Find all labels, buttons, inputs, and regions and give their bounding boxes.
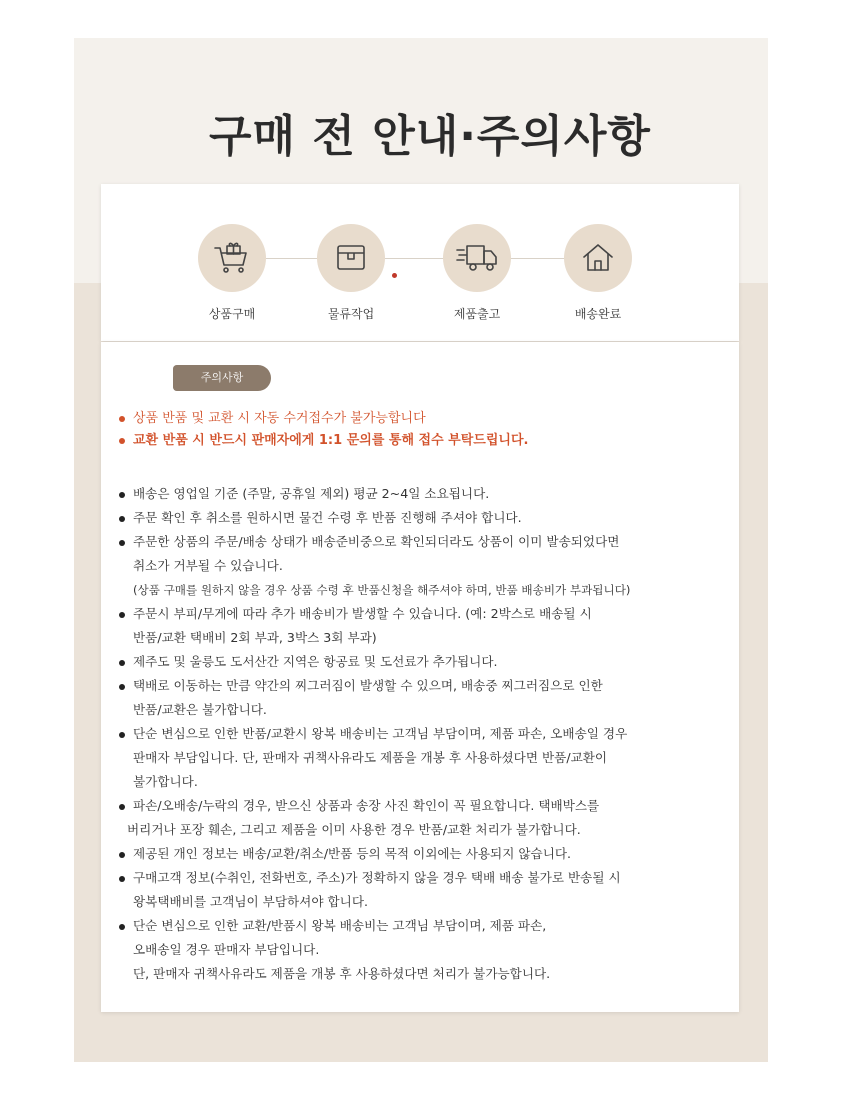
notice-tag: 주의사항 xyxy=(173,365,271,391)
page-title: 구매 전 안내·주의사항 xyxy=(209,111,651,162)
list-item-note: (상품 구매를 원하지 않을 경우 상품 수령 후 반품신청을 해주셔야 하며, 반품 배송비가 부과됩니다) xyxy=(133,583,631,597)
home-icon xyxy=(564,224,632,292)
box-icon xyxy=(317,224,385,292)
list-item-continued: 버리거나 포장 훼손, 그리고 제품을 이미 사용한 경우 반품/교환 처리가 불가합니다. xyxy=(127,822,581,837)
warning-list xyxy=(115,408,725,452)
step-label: 물류작업 xyxy=(327,307,375,321)
notice-card xyxy=(101,342,739,1012)
list-item: 단순 변심으로 인한 교환/반품시 왕복 배송비는 고객님 부담이며, 제품 파손, xyxy=(115,914,730,938)
list-item: 제공된 개인 정보는 배송/교환/취소/반품 등의 목적 이외에는 사용되지 않습니다. xyxy=(115,842,730,866)
list-item-continued: 반품/교환 택배비 2회 부과, 3박스 3회 부과) xyxy=(133,630,377,645)
list-item-continued: 반품/교환은 불가합니다. xyxy=(133,702,267,717)
step-shipping xyxy=(432,224,522,322)
step-logistics xyxy=(306,224,396,322)
warning-item: 상품 반품 및 교환 시 자동 수거접수가 불가능합니다 xyxy=(115,408,725,430)
list-item: 단순 변심으로 인한 반품/교환시 왕복 배송비는 고객님 부담이며, 제품 파손, 오배송일 경우 xyxy=(115,722,730,746)
shopping-cart-gift-icon xyxy=(198,224,266,292)
steps-connector-line xyxy=(232,258,602,259)
step-delivered xyxy=(553,224,643,322)
list-item-continued: 단, 판매자 귀책사유라도 제품을 개봉 후 사용하셨다면 처리가 불가능합니다. xyxy=(133,966,551,981)
step-label: 제품출고 xyxy=(453,307,501,321)
list-item-continued: 취소가 거부될 수 있습니다. xyxy=(133,558,283,573)
list-item: 배송은 영업일 기준 (주말, 공휴일 제외) 평균 2~4일 소요됩니다. xyxy=(115,482,730,506)
step-label: 배송완료 xyxy=(574,307,622,321)
process-steps-card xyxy=(101,184,739,341)
list-item: 주문 확인 후 취소를 원하시면 물건 수령 후 반품 진행해 주셔야 합니다. xyxy=(115,506,730,530)
delivery-truck-icon xyxy=(443,224,511,292)
list-item-continued: 불가합니다. xyxy=(133,774,198,789)
notice-list xyxy=(115,482,730,986)
list-item-continued: 판매자 부담입니다. 단, 판매자 귀책사유라도 제품을 개봉 후 사용하셨다면 반품/교환이 xyxy=(133,750,608,765)
list-item: 택배로 이동하는 만큼 약간의 찌그러짐이 발생할 수 있으며, 배송중 찌그러짐으로 인한 xyxy=(115,674,730,698)
step-purchase xyxy=(187,224,277,322)
list-item: 제주도 및 울릉도 도서산간 지역은 항공료 및 도선료가 추가됩니다. xyxy=(115,650,730,674)
step-label: 상품구매 xyxy=(208,307,256,321)
warning-item: 교환 반품 시 반드시 판매자에게 1:1 문의를 통해 접수 부탁드립니다. xyxy=(115,430,725,452)
list-item: 파손/오배송/누락의 경우, 받으신 상품과 송장 사진 확인이 꼭 필요합니다. 택배박스를 xyxy=(115,794,730,818)
list-item: 주문한 상품의 주문/배송 상태가 배송준비중으로 확인되더라도 상품이 이미 발송되었다면 xyxy=(115,530,730,554)
list-item: 구매고객 정보(수취인, 전화번호, 주소)가 정확하지 않을 경우 택배 배송 불가로 반송될 시 xyxy=(115,866,730,890)
list-item: 주문시 부피/무게에 따라 추가 배송비가 발생할 수 있습니다. (예: 2박스로 배송될 시 xyxy=(115,602,730,626)
list-item-continued: 오배송일 경우 판매자 부담입니다. xyxy=(133,942,320,957)
list-item-continued: 왕복택배비를 고객님이 부담하셔야 합니다. xyxy=(133,894,368,909)
